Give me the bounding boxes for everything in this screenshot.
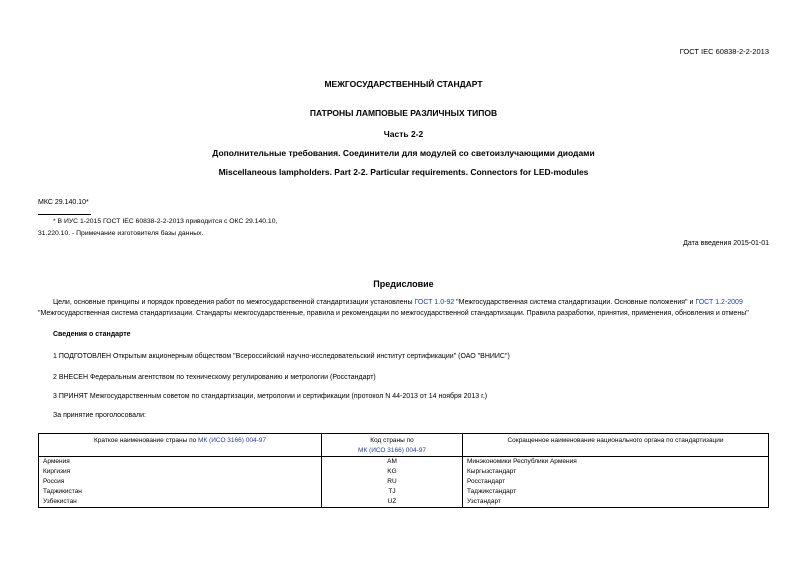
country-cell: Армения: [39, 457, 322, 468]
body-cell: Минэкономики Республики Армения: [463, 457, 769, 468]
code-cell: RU: [322, 477, 463, 487]
code-cell: KG: [322, 467, 463, 477]
document-title: ПАТРОНЫ ЛАМПОВЫЕ РАЗЛИЧНЫХ ТИПОВ: [309, 108, 498, 118]
preface-paragraph-line-2: "Межгосударственная система стандартизации. Стандарты межгосударственные, правила и рекомендации по межгосударственной стандартизации. Правила разработки, принятия, применения, обновления и отмены": [38, 310, 749, 317]
header-country-name: [39, 434, 322, 457]
body-cell: Росстандарт: [463, 477, 769, 487]
preface-text-b: "Межгосударственная система стандартизации. Основные положения" и: [454, 299, 696, 306]
table-row: [39, 497, 769, 508]
country-cell: Узбекистан: [39, 497, 322, 508]
table-row: [39, 467, 769, 477]
code-cell: AM: [322, 457, 463, 468]
body-cell: Кыргызстандарт: [463, 467, 769, 477]
footnote-line-2: 31.220.10. - Примечание изготовителя базы данных.: [38, 230, 204, 237]
code-cell: UZ: [322, 497, 463, 508]
english-title: Miscellaneous lampholders. Part 2-2. Particular requirements. Connectors for LED-modules: [218, 167, 589, 177]
introduction-date: Дата введения 2015-01-01: [683, 240, 769, 247]
about-standard-heading: Сведения о стандарте: [53, 331, 131, 338]
document-code: ГОСТ IEC 60838-2-2-2013: [679, 47, 769, 56]
country-cell: Россия: [39, 477, 322, 487]
header-code-text: Код страны по: [370, 437, 414, 444]
table-row: [39, 477, 769, 487]
table-row: [39, 487, 769, 497]
preface-heading: Предисловие: [373, 279, 434, 289]
about-item-prepared: 1 ПОДГОТОВЛЕН Открытым акционерным обществом "Всероссийский научно-исследовательский институт сертификации" (ОАО "ВНИИС"): [53, 353, 510, 360]
voting-countries-table: [38, 433, 769, 508]
footnote-line-1: * В ИУС 1-2015 ГОСТ IEC 60838-2-2-2013 приводится с ОКС 29.140.10,: [53, 218, 278, 225]
table-row: [39, 457, 769, 468]
body-cell: Таджикстандарт: [463, 487, 769, 497]
header-national-body: Сокращенное наименование национального органа по стандартизации: [463, 434, 769, 457]
country-cell: Таджикистан: [39, 487, 322, 497]
mks-code: МКС 29.140.10*: [38, 199, 89, 206]
body-cell: Узстандарт: [463, 497, 769, 508]
part-number: Часть 2-2: [383, 129, 424, 139]
country-cell: Киргизия: [39, 467, 322, 477]
gost-1-0-92-link[interactable]: ГОСТ 1.0-92: [414, 299, 455, 306]
mk-iso-3166-link[interactable]: МК (ИСО 3166) 004-97: [198, 437, 266, 444]
gost-1-2-2009-link[interactable]: ГОСТ 1.2-2009: [695, 299, 743, 306]
mk-iso-3166-code-link[interactable]: МК (ИСО 3166) 004-97: [358, 447, 426, 454]
header-country-text: Краткое наименование страны по: [94, 437, 199, 444]
about-item-adopted: 3 ПРИНЯТ Межгосударственным советом по стандартизации, метрологии и сертификации (протокол N 44-2013 от 14 ноября 2013 г.): [53, 393, 488, 400]
table-header-row: [39, 434, 769, 457]
preface-text-a: Цели, основные принципы и порядок проведения работ по межгосударственной стандартизации установлены: [53, 299, 415, 306]
header-country-code: [322, 434, 463, 457]
document-subtitle: Дополнительные требования. Соединители для модулей со светоизлучающими диодами: [212, 148, 595, 158]
voted-label: За принятие проголосовали:: [53, 412, 146, 419]
footnote-divider: [38, 214, 91, 215]
about-item-introduced: 2 ВНЕСЕН Федеральным агентством по техническому регулированию и метрологии (Росстандарт): [53, 374, 376, 381]
code-cell: TJ: [322, 487, 463, 497]
interstate-standard-title: МЕЖГОСУДАРСТВЕННЫЙ СТАНДАРТ: [324, 79, 483, 89]
preface-paragraph-line-1: [53, 299, 743, 306]
